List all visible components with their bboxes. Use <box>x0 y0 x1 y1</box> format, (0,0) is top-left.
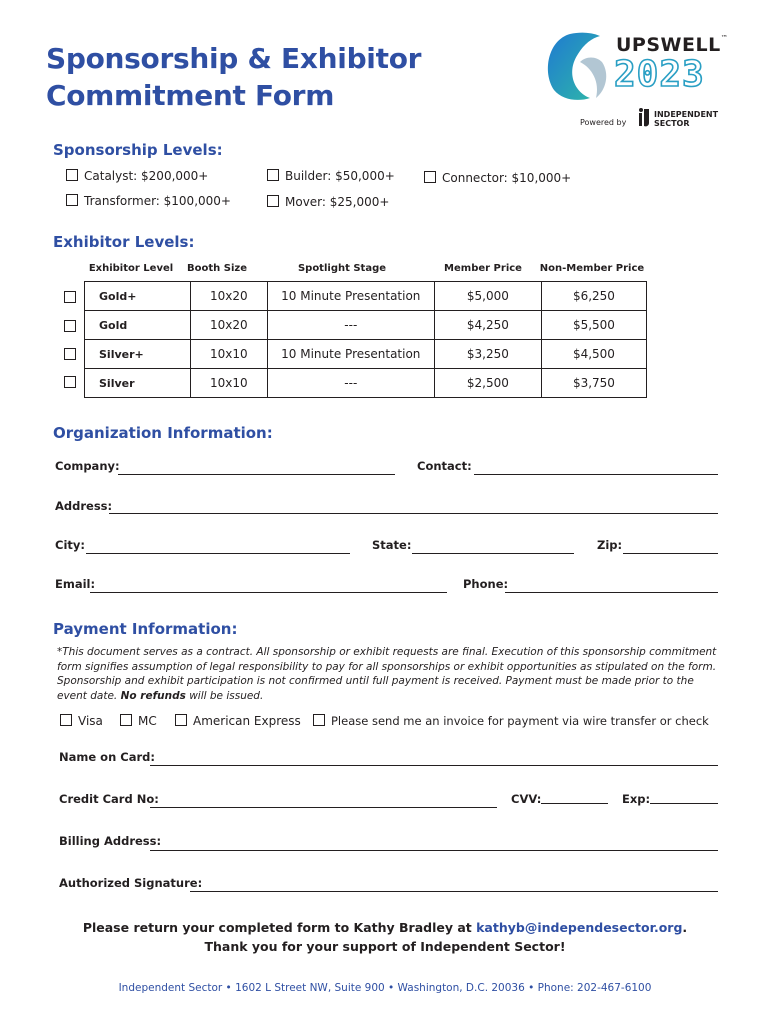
sponsorship-option-builder[interactable]: Builder: $50,000+ <box>267 169 395 183</box>
exhibitor-gold-checkbox[interactable] <box>64 320 76 332</box>
email-label: Email: <box>55 577 96 591</box>
name-on-card-field[interactable] <box>150 764 718 766</box>
sponsorship-option-mover[interactable]: Mover: $25,000+ <box>267 195 389 209</box>
page-title <box>46 40 421 114</box>
billing-address-label: Billing Address: <box>59 834 162 848</box>
upswell-swoosh-icon <box>540 32 620 104</box>
state-field[interactable] <box>412 552 574 554</box>
card-number-field[interactable] <box>150 806 497 808</box>
contact-email-link[interactable]: kathyb@independesector.org <box>476 920 683 935</box>
phone-field[interactable] <box>505 591 718 593</box>
table-row: Gold+ 10x20 10 Minute Presentation $5,000 $6,250 <box>85 282 647 311</box>
exp-label: Exp: <box>622 792 651 806</box>
checkbox[interactable] <box>120 714 132 726</box>
independent-sector-wordmark: INDEPENDENT SECTOR <box>654 110 719 128</box>
table-row: Silver 10x10 --- $2,500 $3,750 <box>85 369 647 398</box>
checkbox[interactable] <box>267 195 279 207</box>
column-header: Non-Member Price <box>539 263 645 274</box>
checkbox[interactable] <box>313 714 325 726</box>
contract-note: *This document serves as a contract. All sponsorship or exhibit requests are final. Execution of this sponsorship commitment form signifies assumption of legal responsibility to pay for all sponsorships or exhibit opportunities as stipulated on the form. Sponsorship and exhibit participation is not confirmed until full payment is received. Payment must be made prior to the event date. No refunds will be issued. <box>57 646 717 702</box>
title-line-1: Sponsorship & Exhibitor <box>46 42 422 75</box>
sponsorship-option-connector[interactable]: Connector: $10,000+ <box>424 171 571 185</box>
address-field[interactable] <box>109 512 718 514</box>
payment-visa-option[interactable]: Visa <box>60 714 103 728</box>
logo-brand: UPSWELL <box>616 34 721 56</box>
checkbox[interactable] <box>66 194 78 206</box>
signature-field[interactable] <box>190 890 718 892</box>
table-row: Silver+ 10x10 10 Minute Presentation $3,250 $4,500 <box>85 340 647 369</box>
payment-amex-option[interactable]: American Express <box>175 714 301 728</box>
signature-label: Authorized Signature: <box>59 876 203 890</box>
checkbox[interactable] <box>66 169 78 181</box>
checkbox[interactable] <box>60 714 72 726</box>
column-header: Exhibitor Level <box>88 263 174 274</box>
exp-field[interactable] <box>650 802 718 804</box>
column-header: Member Price <box>444 263 522 274</box>
exhibitor-silver-plus-checkbox[interactable] <box>64 348 76 360</box>
powered-by-text: Powered by <box>580 118 627 127</box>
checkbox[interactable] <box>424 171 436 183</box>
exhibitor-table <box>84 281 647 398</box>
title-line-2: Commitment Form <box>46 79 335 112</box>
independent-sector-icon <box>638 107 650 127</box>
logo-trademark: ™ <box>720 34 729 42</box>
payment-invoice-option[interactable]: Please send me an invoice for payment via wire transfer or check <box>313 714 709 728</box>
checkbox[interactable] <box>175 714 187 726</box>
company-label: Company: <box>55 459 120 473</box>
state-label: State: <box>372 538 412 552</box>
contact-label: Contact: <box>417 459 472 473</box>
name-on-card-label: Name on Card: <box>59 750 155 764</box>
address-label: Address: <box>55 499 113 513</box>
zip-field[interactable] <box>623 552 718 554</box>
billing-address-field[interactable] <box>150 849 718 851</box>
return-instructions: Please return your completed form to Kathy Bradley at kathyb@independesector.org. <box>82 920 688 935</box>
exhibitor-heading: Exhibitor Levels: <box>53 233 195 251</box>
checkbox[interactable] <box>267 169 279 181</box>
column-header: Booth Size <box>187 263 247 274</box>
upswell-logo <box>540 32 730 132</box>
exhibitor-gold-plus-checkbox[interactable] <box>64 291 76 303</box>
contact-field[interactable] <box>474 473 718 475</box>
phone-label: Phone: <box>463 577 509 591</box>
city-field[interactable] <box>86 552 350 554</box>
cvv-label: CVV: <box>511 792 542 806</box>
organization-heading: Organization Information: <box>53 424 273 442</box>
thank-you-text: Thank you for your support of Independent Sector! <box>204 939 566 954</box>
table-row: Gold 10x20 --- $4,250 $5,500 <box>85 311 647 340</box>
exhibitor-silver-checkbox[interactable] <box>64 376 76 388</box>
column-header: Spotlight Stage <box>297 263 387 274</box>
company-field[interactable] <box>118 473 395 475</box>
payment-mc-option[interactable]: MC <box>120 714 157 728</box>
email-field[interactable] <box>90 591 447 593</box>
sponsorship-option-catalyst[interactable]: Catalyst: $200,000+ <box>66 169 208 183</box>
footer-address: Independent Sector • 1602 L Street NW, Suite 900 • Washington, D.C. 20036 • Phone: 202-467-6100 <box>118 982 652 994</box>
card-number-label: Credit Card No: <box>59 792 159 806</box>
cvv-field[interactable] <box>541 802 608 804</box>
zip-label: Zip: <box>597 538 623 552</box>
logo-year: 2023 <box>614 54 705 95</box>
city-label: City: <box>55 538 85 552</box>
sponsorship-option-transformer[interactable]: Transformer: $100,000+ <box>66 194 231 208</box>
sponsorship-heading: Sponsorship Levels: <box>53 141 223 159</box>
payment-heading: Payment Information: <box>53 620 238 638</box>
